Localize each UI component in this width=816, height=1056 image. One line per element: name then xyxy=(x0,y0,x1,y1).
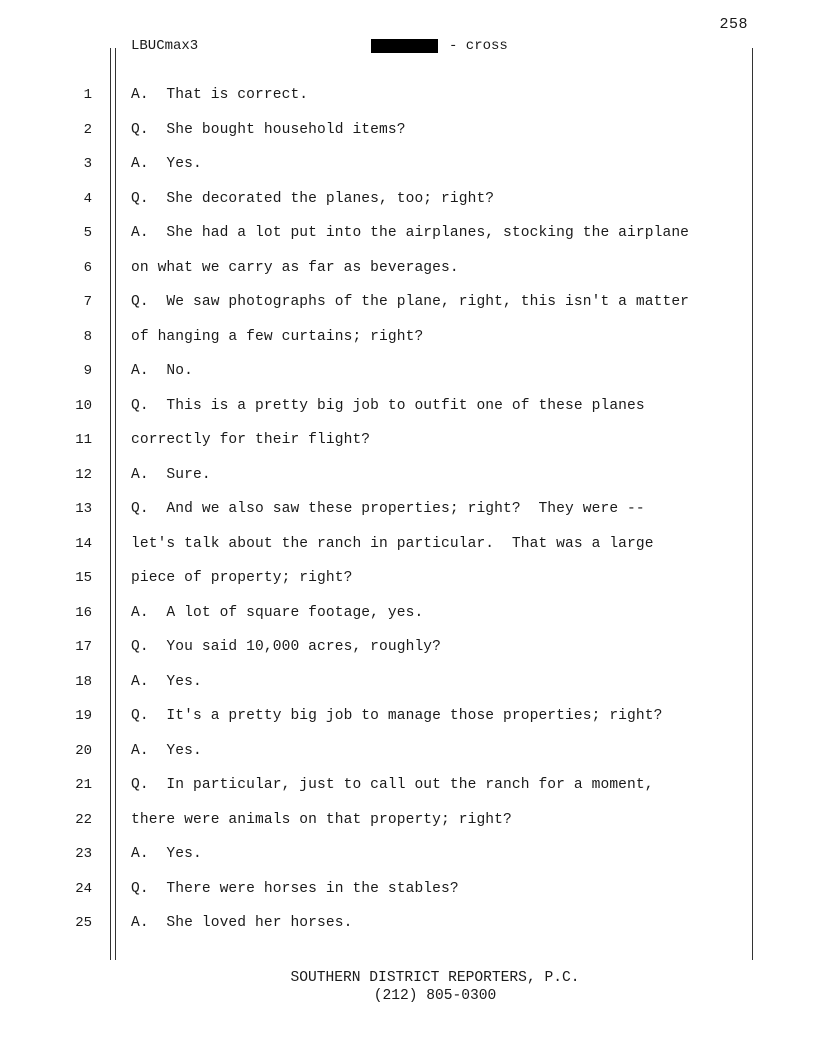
transcript-line xyxy=(0,871,816,906)
transcript-line xyxy=(0,422,816,457)
line-text: there were animals on that property; right? xyxy=(131,811,512,828)
transcript-line xyxy=(0,77,816,112)
transcript-line xyxy=(0,836,816,871)
line-number: 2 xyxy=(83,121,92,138)
line-number: 4 xyxy=(83,190,92,207)
line-text: A. Yes. xyxy=(131,846,202,862)
line-text: Q. She decorated the planes, too; right? xyxy=(131,190,495,207)
line-text: correctly for their flight? xyxy=(131,432,371,448)
line-text: A. Yes. xyxy=(131,673,202,690)
transcript-line xyxy=(0,250,816,285)
line-number: 14 xyxy=(75,535,92,552)
footer xyxy=(0,969,816,1005)
line-number: 24 xyxy=(75,880,92,897)
page-number: 258 xyxy=(719,16,748,33)
line-number: 25 xyxy=(75,915,92,931)
transcript-line xyxy=(0,112,816,147)
line-text: A. She loved her horses. xyxy=(131,915,353,931)
line-number: 17 xyxy=(75,639,92,655)
line-number: 12 xyxy=(75,466,92,483)
transcript-line xyxy=(0,595,816,630)
line-text: of hanging a few curtains; right? xyxy=(131,328,424,345)
transcript-line xyxy=(0,802,816,837)
transcript-line xyxy=(0,560,816,595)
transcript-line xyxy=(0,319,816,354)
transcript-line xyxy=(0,146,816,181)
line-text: A. A lot of square footage, yes. xyxy=(131,604,424,621)
line-text: piece of property; right? xyxy=(131,570,353,586)
transcript-line xyxy=(0,733,816,768)
transcript-line xyxy=(0,284,816,319)
line-text: Q. You said 10,000 acres, roughly? xyxy=(131,639,442,655)
header-section xyxy=(371,38,508,54)
line-number: 10 xyxy=(75,397,92,414)
line-number: 15 xyxy=(75,570,92,586)
transcript-line xyxy=(0,181,816,216)
line-text: Q. She bought household items? xyxy=(131,121,406,138)
line-text: A. Yes. xyxy=(131,742,202,759)
line-text: Q. There were horses in the stables? xyxy=(131,880,459,897)
line-text: let's talk about the ranch in particular. That was a large xyxy=(131,535,654,552)
transcript-line xyxy=(0,526,816,561)
line-text: Q. This is a pretty big job to outfit one of these planes xyxy=(131,397,645,414)
transcript-line xyxy=(0,629,816,664)
line-text: A. No. xyxy=(131,363,194,379)
redaction-block xyxy=(371,39,438,53)
line-text: Q. In particular, just to call out the ranch for a moment, xyxy=(131,777,654,793)
line-number: 5 xyxy=(83,225,92,241)
line-number: 21 xyxy=(75,777,92,793)
transcript-line xyxy=(0,491,816,526)
header-code: LBUCmax3 xyxy=(131,38,199,54)
line-text: A. Yes. xyxy=(131,156,202,172)
line-text: A. That is correct. xyxy=(131,87,309,103)
line-number: 16 xyxy=(75,604,92,621)
line-number: 1 xyxy=(83,87,92,103)
line-number: 3 xyxy=(83,156,92,172)
line-number: 13 xyxy=(75,501,92,517)
line-text: Q. We saw photographs of the plane, right, this isn't a matter xyxy=(131,294,690,310)
footer-phone: (212) 805-0300 xyxy=(373,988,497,1004)
line-text: A. Sure. xyxy=(131,466,211,483)
transcript-line xyxy=(0,215,816,250)
line-text: on what we carry as far as beverages. xyxy=(131,259,459,276)
footer-reporter: SOUTHERN DISTRICT REPORTERS, P.C. xyxy=(290,970,580,986)
transcript-line xyxy=(0,698,816,733)
line-number: 9 xyxy=(83,363,92,379)
line-number: 23 xyxy=(75,846,92,862)
header-section-label: - cross xyxy=(449,38,508,54)
line-text: A. She had a lot put into the airplanes, stocking the airplane xyxy=(131,225,690,241)
transcript-line xyxy=(0,664,816,699)
line-number: 7 xyxy=(83,294,92,310)
transcript-line xyxy=(0,457,816,492)
line-number: 8 xyxy=(83,328,92,345)
transcript-line xyxy=(0,388,816,423)
line-number: 11 xyxy=(75,432,92,448)
line-number: 6 xyxy=(83,259,92,276)
line-number: 18 xyxy=(75,673,92,690)
line-number: 22 xyxy=(75,811,92,828)
transcript-line xyxy=(0,353,816,388)
transcript-line xyxy=(0,767,816,802)
transcript-line xyxy=(0,905,816,940)
line-text: Q. And we also saw these properties; right? They were -- xyxy=(131,501,645,517)
line-number: 19 xyxy=(75,708,92,724)
line-number: 20 xyxy=(75,742,92,759)
line-text: Q. It's a pretty big job to manage those properties; right? xyxy=(131,708,663,724)
